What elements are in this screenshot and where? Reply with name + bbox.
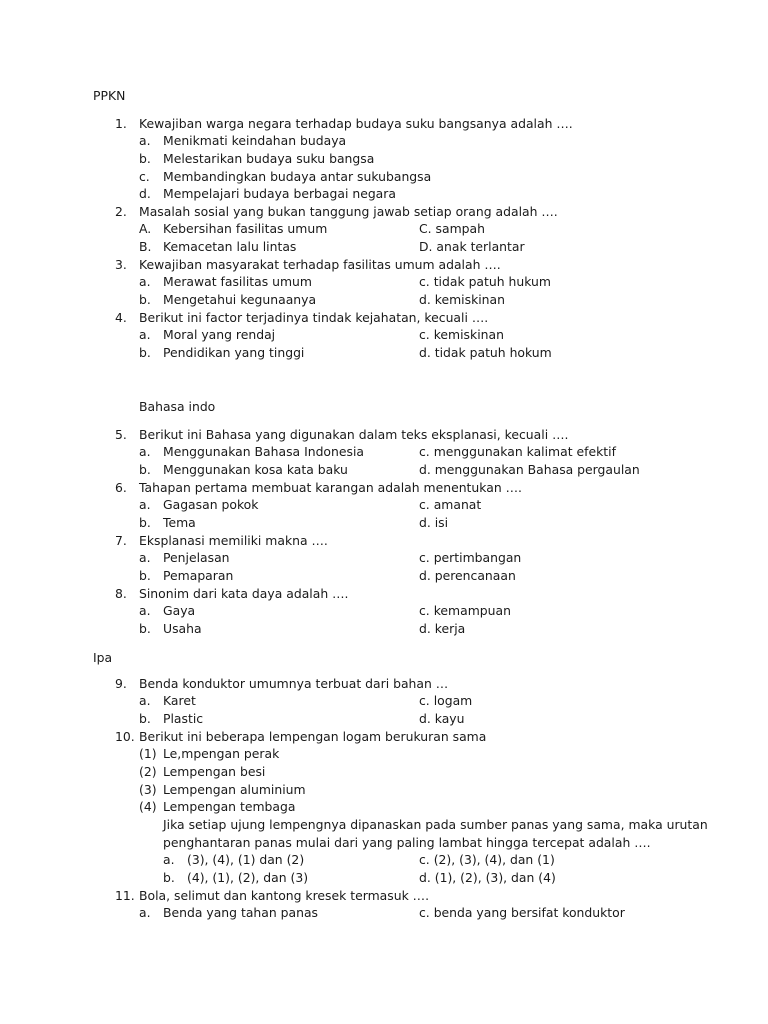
question-number: 6. <box>115 480 127 495</box>
option-text: Moral yang rendaj <box>163 327 276 342</box>
option-text: Lempengan besi <box>163 764 266 779</box>
option-text: (3), (4), (1) dan (2) <box>187 852 305 867</box>
question-text: Benda konduktor umumnya terbuat dari bahan … <box>139 676 449 691</box>
question-number: 2. <box>115 204 127 219</box>
option-text-right: c. logam <box>419 693 473 708</box>
option-text-right: c. benda yang bersifat konduktor <box>419 905 625 920</box>
option-text-right: d. perencanaan <box>419 568 516 583</box>
option-text: Lempengan tembaga <box>163 799 296 814</box>
question-text: Eksplanasi memiliki makna …. <box>139 533 328 548</box>
option-text: Pendidikan yang tinggi <box>163 345 305 360</box>
option-text: Karet <box>163 693 196 708</box>
option-letter: a. <box>139 603 151 618</box>
option-letter: A. <box>139 221 152 236</box>
option-letter: b. <box>139 345 151 360</box>
option-text: Benda yang tahan panas <box>163 905 319 920</box>
option-letter: a. <box>139 905 151 920</box>
option-text-right: c. kemampuan <box>419 603 511 618</box>
question-number: 11. <box>115 888 135 903</box>
option-letter: b. <box>139 711 151 726</box>
option-letter: a. <box>139 497 151 512</box>
question-number: 1. <box>115 116 127 131</box>
option-text-right: d. kayu <box>419 711 465 726</box>
option-text: Plastic <box>163 711 204 726</box>
option-text-right: d. kemiskinan <box>419 292 505 307</box>
option-text-right: d. menggunakan Bahasa pergaulan <box>419 462 640 477</box>
question-text: Kewajiban masyarakat terhadap fasilitas umum adalah …. <box>139 257 501 272</box>
option-letter: b. <box>139 621 151 636</box>
option-text: Kemacetan lalu lintas <box>163 239 297 254</box>
option-text: Le,mpengan perak <box>163 746 280 761</box>
option-letter: a. <box>139 133 151 148</box>
question-text: Berikut ini beberapa lempengan logam berukuran sama <box>139 729 487 744</box>
section-heading: PPKN <box>93 88 126 103</box>
option-letter: b. <box>139 462 151 477</box>
option-text: Penjelasan <box>163 550 230 565</box>
option-letter: c. <box>139 169 150 184</box>
option-text-right: c. pertimbangan <box>419 550 522 565</box>
option-text-right: c. kemiskinan <box>419 327 504 342</box>
option-letter: a. <box>139 550 151 565</box>
question-number: 10. <box>115 729 135 744</box>
question-text: Berikut ini factor terjadinya tindak kejahatan, kecuali …. <box>139 310 489 325</box>
option-letter: b. <box>139 568 151 583</box>
option-text: Menggunakan kosa kata baku <box>163 462 348 477</box>
option-letter: a. <box>139 327 151 342</box>
option-text: Pemaparan <box>163 568 234 583</box>
question-text: Bola, selimut dan kantong kresek termasuk …. <box>139 888 430 903</box>
option-text-right: d. kerja <box>419 621 466 636</box>
option-letter: b. <box>139 151 151 166</box>
option-text: Gaya <box>163 603 196 618</box>
question-number: 5. <box>115 427 127 442</box>
option-letter: a. <box>139 274 151 289</box>
question-number: 9. <box>115 676 127 691</box>
option-text-right: d. tidak patuh hokum <box>419 345 552 360</box>
section-heading: Ipa <box>93 650 113 665</box>
option-text: Menggunakan Bahasa Indonesia <box>163 444 364 459</box>
option-text-right: c. amanat <box>419 497 482 512</box>
option-letter: a. <box>139 693 151 708</box>
question-text: Masalah sosial yang bukan tanggung jawab setiap orang adalah …. <box>139 204 558 219</box>
option-text-right: c. (2), (3), (4), dan (1) <box>419 852 555 867</box>
option-letter: (2) <box>139 764 157 779</box>
option-text: Usaha <box>163 621 202 636</box>
option-text-right: c. menggunakan kalimat efektif <box>419 444 616 459</box>
option-text: Tema <box>163 515 196 530</box>
option-text: Membandingkan budaya antar sukubangsa <box>163 169 432 184</box>
option-text: Melestarikan budaya suku bangsa <box>163 151 375 166</box>
question-number: 8. <box>115 586 127 601</box>
option-text: Menikmati keindahan budaya <box>163 133 347 148</box>
option-text: Mengetahui kegunaanya <box>163 292 317 307</box>
option-text-right: C. sampah <box>419 221 485 236</box>
option-letter: (4) <box>139 799 157 814</box>
section-heading: Bahasa indo <box>139 399 216 414</box>
option-text: Kebersihan fasilitas umum <box>163 221 328 236</box>
option-letter: a. <box>139 444 151 459</box>
option-text-right: d. (1), (2), (3), dan (4) <box>419 870 556 885</box>
option-letter: B. <box>139 239 152 254</box>
option-text-right: D. anak terlantar <box>419 239 525 254</box>
option-text: Mempelajari budaya berbagai negara <box>163 186 396 201</box>
option-letter: b. <box>139 292 151 307</box>
question-number: 3. <box>115 257 127 272</box>
option-letter: (1) <box>139 746 157 761</box>
paragraph-line: penghantaran panas mulai dari yang paling lambat hingga tercepat adalah …. <box>163 835 651 850</box>
option-letter: (3) <box>139 782 157 797</box>
question-text: Berikut ini Bahasa yang digunakan dalam teks eksplanasi, kecuali …. <box>139 427 569 442</box>
option-text-right: d. isi <box>419 515 449 530</box>
option-text: Gagasan pokok <box>163 497 259 512</box>
option-text: Lempengan aluminium <box>163 782 306 797</box>
question-number: 4. <box>115 310 127 325</box>
option-text: (4), (1), (2), dan (3) <box>187 870 309 885</box>
option-letter: b. <box>139 515 151 530</box>
option-letter: a. <box>163 852 175 867</box>
question-text: Kewajiban warga negara terhadap budaya suku bangsanya adalah …. <box>139 116 573 131</box>
option-text-right: c. tidak patuh hukum <box>419 274 551 289</box>
option-letter: b. <box>163 870 175 885</box>
question-text: Tahapan pertama membuat karangan adalah menentukan …. <box>139 480 522 495</box>
paragraph-line: Jika setiap ujung lempengnya dipanaskan pada sumber panas yang sama, maka urutan <box>163 817 708 832</box>
question-text: Sinonim dari kata daya adalah …. <box>139 586 349 601</box>
option-text: Merawat fasilitas umum <box>163 274 312 289</box>
question-number: 7. <box>115 533 127 548</box>
option-letter: d. <box>139 186 151 201</box>
